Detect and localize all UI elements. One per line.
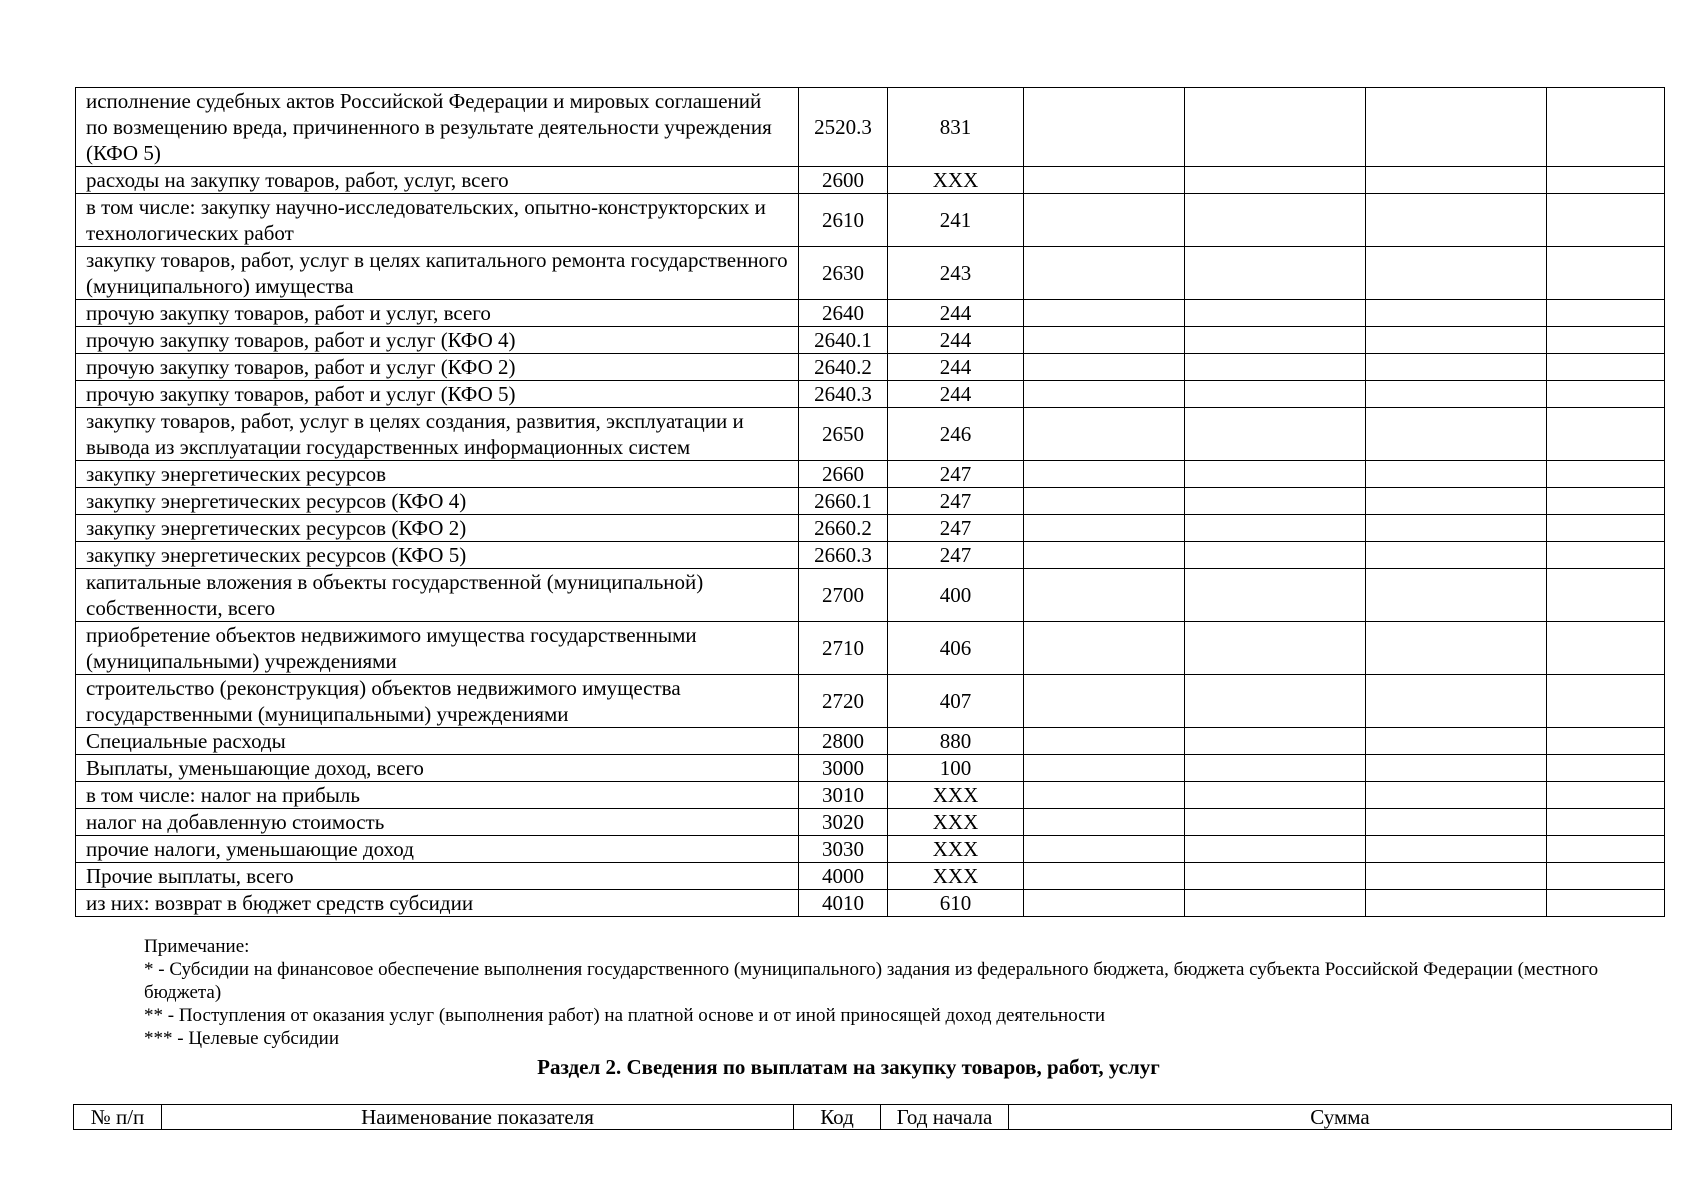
amount-cell: [1547, 836, 1665, 863]
budget-code-cell: 247: [888, 461, 1024, 488]
amount-cell: [1185, 354, 1366, 381]
budget-code-cell: 247: [888, 542, 1024, 569]
amount-cell: [1366, 622, 1547, 675]
line-code-cell: 2660.2: [799, 515, 888, 542]
amount-cell: [1547, 755, 1665, 782]
amount-cell: [1185, 622, 1366, 675]
line-code-cell: 2640: [799, 300, 888, 327]
amount-cell: [1024, 167, 1185, 194]
amount-cell: [1024, 247, 1185, 300]
notes-heading: Примечание:: [144, 936, 250, 957]
amount-cell: [1547, 247, 1665, 300]
budget-code-cell: XXX: [888, 782, 1024, 809]
budget-code-cell: 406: [888, 622, 1024, 675]
budget-code-cell: 244: [888, 300, 1024, 327]
amount-cell: [1547, 381, 1665, 408]
amount-cell: [1024, 381, 1185, 408]
line-code-cell: 2800: [799, 728, 888, 755]
amount-cell: [1024, 863, 1185, 890]
budget-code-cell: 100: [888, 755, 1024, 782]
amount-cell: [1185, 381, 1366, 408]
amount-cell: [1185, 408, 1366, 461]
amount-cell: [1366, 569, 1547, 622]
line-code-cell: 2640.3: [799, 381, 888, 408]
table-row: [76, 728, 1665, 755]
amount-cell: [1547, 863, 1665, 890]
amount-cell: [1547, 675, 1665, 728]
indicator-name-cell: Выплаты, уменьшающие доход, всего: [76, 755, 799, 782]
amount-cell: [1185, 194, 1366, 247]
purchases-header-row: [74, 1105, 1672, 1130]
amount-cell: [1366, 194, 1547, 247]
line-code-cell: 2640.2: [799, 354, 888, 381]
amount-cell: [1366, 515, 1547, 542]
budget-code-cell: XXX: [888, 863, 1024, 890]
line-code-cell: 2700: [799, 569, 888, 622]
header-code: Код: [794, 1105, 881, 1130]
amount-cell: [1547, 622, 1665, 675]
amount-cell: [1024, 542, 1185, 569]
budget-code-cell: 247: [888, 488, 1024, 515]
amount-cell: [1024, 300, 1185, 327]
amount-cell: [1024, 622, 1185, 675]
header-start-year: Год начала: [881, 1105, 1009, 1130]
table-row: [76, 327, 1665, 354]
budget-code-cell: 831: [888, 88, 1024, 167]
expenses-table-body: [76, 88, 1665, 917]
line-code-cell: 2610: [799, 194, 888, 247]
amount-cell: [1024, 890, 1185, 917]
table-row: [76, 247, 1665, 300]
indicator-name-cell: Прочие выплаты, всего: [76, 863, 799, 890]
indicator-name-cell: расходы на закупку товаров, работ, услуг, всего: [76, 167, 799, 194]
amount-cell: [1547, 488, 1665, 515]
amount-cell: [1185, 88, 1366, 167]
table-row: [76, 890, 1665, 917]
amount-cell: [1366, 167, 1547, 194]
budget-code-cell: 243: [888, 247, 1024, 300]
amount-cell: [1366, 88, 1547, 167]
budget-code-cell: 407: [888, 675, 1024, 728]
table-row: [76, 809, 1665, 836]
indicator-name-cell: исполнение судебных актов Российской Федерации и мировых соглашений по возмещению вреда, причиненного в результате деятельности учреждения (КФО 5): [76, 88, 799, 167]
budget-code-cell: 247: [888, 515, 1024, 542]
line-code-cell: 2520.3: [799, 88, 888, 167]
amount-cell: [1185, 461, 1366, 488]
table-row: [76, 542, 1665, 569]
table-row: [76, 300, 1665, 327]
amount-cell: [1366, 809, 1547, 836]
line-code-cell: 2650: [799, 408, 888, 461]
line-code-cell: 2600: [799, 167, 888, 194]
amount-cell: [1547, 408, 1665, 461]
budget-code-cell: 400: [888, 569, 1024, 622]
indicator-name-cell: капитальные вложения в объекты государственной (муниципальной) собственности, всего: [76, 569, 799, 622]
amount-cell: [1547, 88, 1665, 167]
amount-cell: [1024, 88, 1185, 167]
table-row: [76, 354, 1665, 381]
table-row: [76, 836, 1665, 863]
indicator-name-cell: прочие налоги, уменьшающие доход: [76, 836, 799, 863]
indicator-name-cell: закупку энергетических ресурсов (КФО 4): [76, 488, 799, 515]
indicator-name-cell: закупку энергетических ресурсов: [76, 461, 799, 488]
amount-cell: [1185, 836, 1366, 863]
note-item-target-subsidies: *** - Целевые субсидии: [144, 1028, 340, 1049]
amount-cell: [1366, 863, 1547, 890]
amount-cell: [1185, 515, 1366, 542]
table-row: [76, 569, 1665, 622]
table-row: [76, 863, 1665, 890]
indicator-name-cell: закупку товаров, работ, услуг в целях капитального ремонта государственного (муниципального) имущества: [76, 247, 799, 300]
amount-cell: [1185, 809, 1366, 836]
amount-cell: [1024, 515, 1185, 542]
budget-code-cell: 610: [888, 890, 1024, 917]
line-code-cell: 4010: [799, 890, 888, 917]
table-row: [76, 782, 1665, 809]
note-item-paid-services: ** - Поступления от оказания услуг (выполнения работ) на платной основе и от иной приносящей доход деятельности: [144, 1005, 1106, 1026]
budget-code-cell: 880: [888, 728, 1024, 755]
amount-cell: [1185, 167, 1366, 194]
header-number: № п/п: [74, 1105, 162, 1130]
amount-cell: [1185, 755, 1366, 782]
amount-cell: [1366, 300, 1547, 327]
amount-cell: [1547, 167, 1665, 194]
header-amount: Сумма: [1009, 1105, 1672, 1130]
amount-cell: [1547, 461, 1665, 488]
table-row: [76, 88, 1665, 167]
amount-cell: [1024, 488, 1185, 515]
amount-cell: [1547, 809, 1665, 836]
amount-cell: [1185, 488, 1366, 515]
amount-cell: [1366, 836, 1547, 863]
amount-cell: [1185, 728, 1366, 755]
amount-cell: [1024, 327, 1185, 354]
table-row: [76, 755, 1665, 782]
amount-cell: [1366, 755, 1547, 782]
budget-code-cell: 244: [888, 381, 1024, 408]
indicator-name-cell: строительство (реконструкция) объектов недвижимого имущества государственными (муниципальными) учреждениями: [76, 675, 799, 728]
amount-cell: [1024, 461, 1185, 488]
amount-cell: [1024, 675, 1185, 728]
amount-cell: [1366, 327, 1547, 354]
amount-cell: [1185, 890, 1366, 917]
line-code-cell: 2630: [799, 247, 888, 300]
amount-cell: [1366, 728, 1547, 755]
indicator-name-cell: прочую закупку товаров, работ и услуг (КФО 4): [76, 327, 799, 354]
indicator-name-cell: приобретение объектов недвижимого имущества государственными (муниципальными) учреждениями: [76, 622, 799, 675]
amount-cell: [1366, 247, 1547, 300]
purchases-table-header: [73, 1104, 1672, 1130]
line-code-cell: 2660.3: [799, 542, 888, 569]
amount-cell: [1547, 890, 1665, 917]
amount-cell: [1024, 569, 1185, 622]
amount-cell: [1024, 755, 1185, 782]
amount-cell: [1366, 461, 1547, 488]
notes-block: [144, 935, 1654, 1050]
amount-cell: [1024, 354, 1185, 381]
line-code-cell: 3000: [799, 755, 888, 782]
amount-cell: [1547, 194, 1665, 247]
line-code-cell: 2720: [799, 675, 888, 728]
indicator-name-cell: закупку энергетических ресурсов (КФО 5): [76, 542, 799, 569]
line-code-cell: 3010: [799, 782, 888, 809]
line-code-cell: 2660: [799, 461, 888, 488]
amount-cell: [1185, 569, 1366, 622]
budget-code-cell: XXX: [888, 809, 1024, 836]
budget-code-cell: 244: [888, 327, 1024, 354]
amount-cell: [1185, 863, 1366, 890]
amount-cell: [1547, 515, 1665, 542]
budget-code-cell: XXX: [888, 836, 1024, 863]
amount-cell: [1547, 728, 1665, 755]
table-row: [76, 381, 1665, 408]
amount-cell: [1366, 408, 1547, 461]
budget-code-cell: 246: [888, 408, 1024, 461]
amount-cell: [1024, 728, 1185, 755]
line-code-cell: 2640.1: [799, 327, 888, 354]
table-row: [76, 461, 1665, 488]
amount-cell: [1366, 782, 1547, 809]
table-row: [76, 675, 1665, 728]
amount-cell: [1366, 675, 1547, 728]
amount-cell: [1185, 542, 1366, 569]
budget-code-cell: 241: [888, 194, 1024, 247]
section-2-title: Раздел 2. Сведения по выплатам на закупку товаров, работ, услуг: [537, 1055, 1160, 1079]
line-code-cell: 3030: [799, 836, 888, 863]
amount-cell: [1547, 569, 1665, 622]
amount-cell: [1366, 488, 1547, 515]
indicator-name-cell: налог на добавленную стоимость: [76, 809, 799, 836]
amount-cell: [1024, 194, 1185, 247]
indicator-name-cell: закупку энергетических ресурсов (КФО 2): [76, 515, 799, 542]
amount-cell: [1185, 300, 1366, 327]
indicator-name-cell: прочую закупку товаров, работ и услуг, всего: [76, 300, 799, 327]
amount-cell: [1185, 675, 1366, 728]
indicator-name-cell: из них: возврат в бюджет средств субсидии: [76, 890, 799, 917]
amount-cell: [1547, 327, 1665, 354]
line-code-cell: 2710: [799, 622, 888, 675]
amount-cell: [1024, 408, 1185, 461]
indicator-name-cell: закупку товаров, работ, услуг в целях создания, развития, эксплуатации и вывода из эксплуатации государственных информационных систем: [76, 408, 799, 461]
amount-cell: [1185, 247, 1366, 300]
note-item-subsidies: * - Субсидии на финансовое обеспечение выполнения государственного (муниципального) задания из федерального бюджета, бюджета субъекта Российской Федерации (местного бюджета): [144, 959, 1599, 1003]
budget-code-cell: XXX: [888, 167, 1024, 194]
amount-cell: [1366, 381, 1547, 408]
line-code-cell: 4000: [799, 863, 888, 890]
indicator-name-cell: в том числе: налог на прибыль: [76, 782, 799, 809]
amount-cell: [1024, 836, 1185, 863]
amount-cell: [1547, 782, 1665, 809]
amount-cell: [1547, 300, 1665, 327]
amount-cell: [1185, 327, 1366, 354]
amount-cell: [1547, 542, 1665, 569]
table-row: [76, 408, 1665, 461]
indicator-name-cell: прочую закупку товаров, работ и услуг (КФО 5): [76, 381, 799, 408]
table-row: [76, 167, 1665, 194]
line-code-cell: 3020: [799, 809, 888, 836]
indicator-name-cell: прочую закупку товаров, работ и услуг (КФО 2): [76, 354, 799, 381]
amount-cell: [1185, 782, 1366, 809]
amount-cell: [1547, 354, 1665, 381]
amount-cell: [1366, 890, 1547, 917]
amount-cell: [1024, 809, 1185, 836]
indicator-name-cell: Специальные расходы: [76, 728, 799, 755]
amount-cell: [1366, 354, 1547, 381]
budget-code-cell: 244: [888, 354, 1024, 381]
table-row: [76, 622, 1665, 675]
header-indicator-name: Наименование показателя: [162, 1105, 794, 1130]
amount-cell: [1366, 542, 1547, 569]
table-row: [76, 194, 1665, 247]
line-code-cell: 2660.1: [799, 488, 888, 515]
table-row: [76, 488, 1665, 515]
expenses-table: [75, 87, 1665, 917]
table-row: [76, 515, 1665, 542]
amount-cell: [1024, 782, 1185, 809]
indicator-name-cell: в том числе: закупку научно-исследовательских, опытно-конструкторских и технологических работ: [76, 194, 799, 247]
